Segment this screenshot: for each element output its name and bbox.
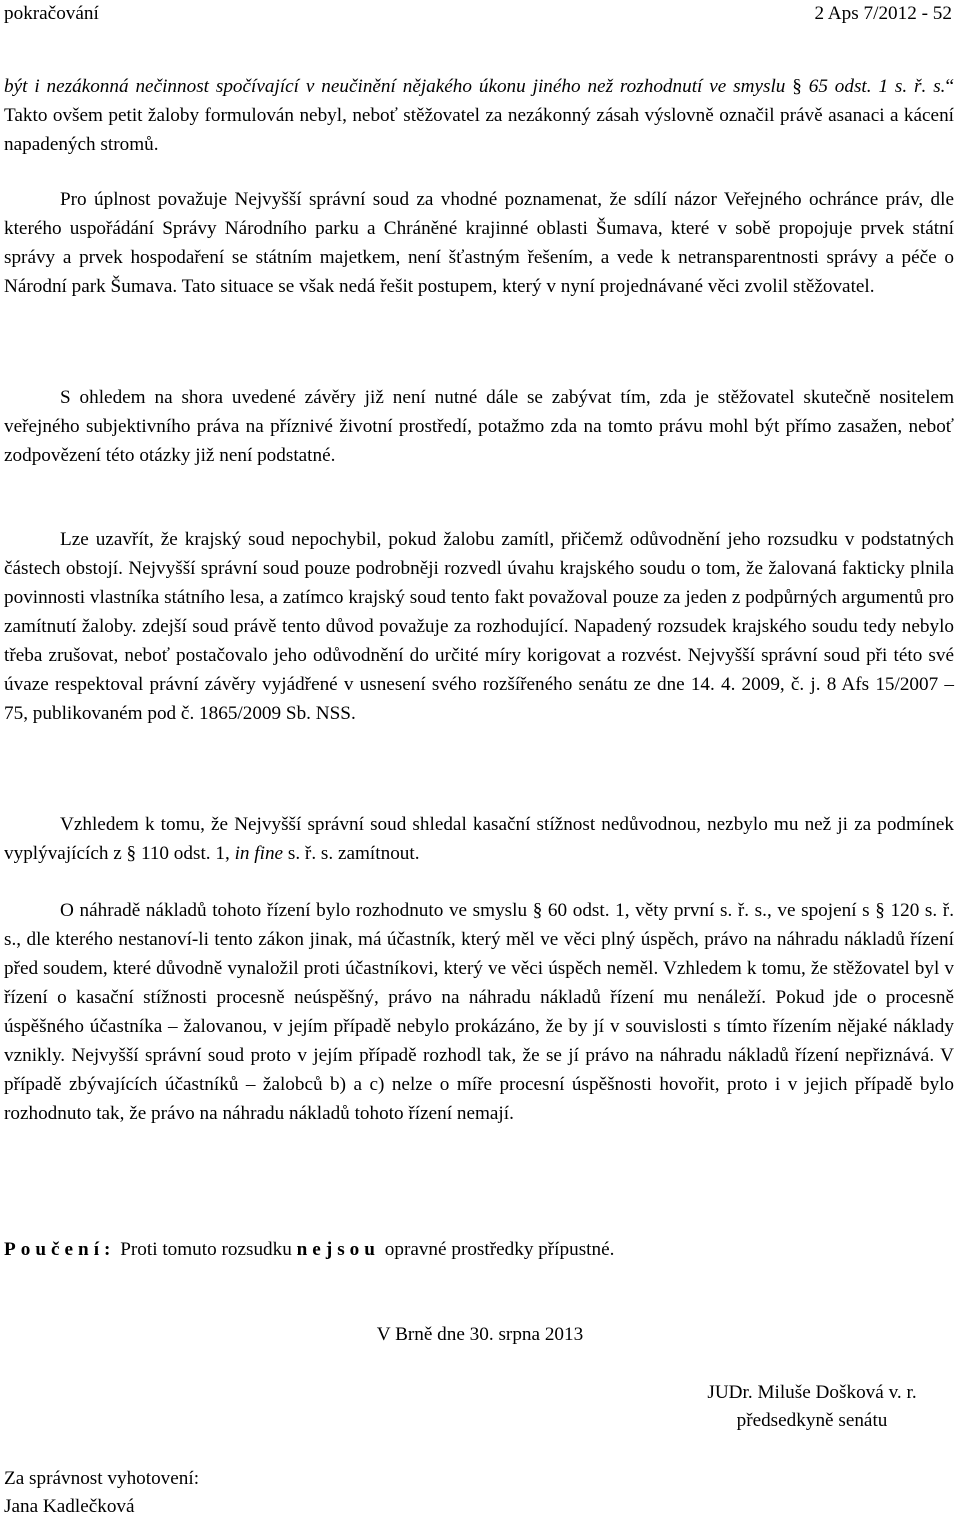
pouceni-nejsou: nejsou — [296, 1239, 380, 1260]
date-place: V Brně dne 30. srpna 2013 — [376, 1324, 584, 1345]
quoted-italic-text-2: 65 odst. 1 s. ř. s. — [801, 76, 946, 97]
certification-label: Za správnost vyhotovení: — [4, 1468, 200, 1489]
signature-name: JUDr. Miluše Došková v. r. — [707, 1382, 917, 1403]
paragraph-3: S ohledem na shora uvedené závěry již není nutné dále se zabývat tím, zda je stěžovatel skutečně nositelem veřejného subjektivního práva na příznivé životní prostředí, potažmo zda na tomto právu mohl být přímo zasažen, neboť zodpovězení této otázky již není podstatné. — [4, 387, 954, 466]
section-sign-1: § — [532, 900, 543, 921]
p6-a: O náhradě nákladů tohoto řízení bylo rozhodnuto ve smyslu — [60, 900, 533, 921]
pouceni-line — [4, 1235, 954, 1264]
p5-in-fine: in fine — [234, 843, 284, 864]
pouceni-label: Poučení: — [4, 1239, 116, 1260]
quoted-italic-text: být i nezákonná nečinnost spočívající v neučinění nějakého úkonu jiného než rozhodnutí ve smyslu — [4, 76, 793, 97]
section-sign: § — [792, 76, 802, 97]
section-sign: § — [126, 843, 137, 864]
header-case-number: 2 Aps 7/2012 - 52 — [814, 3, 952, 24]
header-continuation: pokračování — [4, 3, 99, 24]
section-sign-2: § — [875, 900, 885, 921]
p6-b: 60 odst. 1, věty první s. ř. s., ve spojení s — [542, 900, 876, 921]
page-header — [4, 0, 952, 30]
pouceni-text-2: opravné prostředky přípustné. — [379, 1239, 615, 1260]
p5-after: s. ř. s. zamítnout. — [283, 843, 420, 864]
paragraph-6 — [4, 896, 954, 1128]
certification-name: Jana Kadlečková — [4, 1496, 135, 1517]
signature-role: předsedkyně senátu — [736, 1410, 888, 1431]
paragraph-2: Pro úplnost považuje Nejvyšší správní soud za vhodné poznamenat, že sdílí názor Veřejného ochránce práv, dle kterého uspořádání Správy Národního parku a Chráněné krajinné oblasti Šumava, které v sobě propojuje prvek státní správy a prvek hospodaření se státním majetkem, není šťastným řešením, a vede k netransparentnosti správy a péče o Národní park Šumava. Tato situace se však nedá řešit postupem, který v nyní projednávané věci zvolil stěžovatel. — [4, 189, 954, 297]
paragraph-1 — [4, 72, 954, 159]
paragraph-4: Lze uzavřít, že krajský soud nepochybil, pokud žalobu zamítl, přičemž odůvodnění jeho rozsudku v podstatných částech obstojí. Nejvyšší správní soud pouze podrobněji rozvedl úvahu krajského soudu o tom, že žalovaná fakticky plnila povinnosti vlastníka státního lesa, a zatímco krajský soud tento fakt považoval pouze za jeden z podpůrných argumentů pro zamítnutí žaloby. zdejší soud právě tento důvod považuje za rozhodující. Napadený rozsudek krajského soudu tedy nebylo třeba zrušovat, neboť postačovalo jeho odůvodnění do určité míry korigovat a rozvést. Nejvyšší správní soud při této své úvaze respektoval právní závěry vyjádřené v usnesení svého rozšířeného senátu ze dne 14. 4. 2009, č. j. 8 Afs 15/2007 – 75, publikovaném pod č. 1865/2009 Sb. NSS. — [4, 529, 954, 724]
p5-mid: 110 odst. 1, — [136, 843, 235, 864]
p5-before: Vzhledem k tomu, že Nejvyšší správní soud shledal kasační stížnost nedůvodnou, nezbylo mu než ji za podmínek vyplývajících z — [4, 814, 954, 864]
paragraph-1-rest: “ Takto ovšem petit žaloby formulován nebyl, neboť stěžovatel za nezákonný zásah výslovně označil právě asanaci a kácení napadených stromů. — [4, 76, 954, 155]
p6-c: 120 s. ř. s., dle kterého nestanoví-li tento zákon jinak, má účastník, který měl ve věci plný úspěch, právo na náhradu nákladů řízení před soudem, které důvodně vynaložil proti účastníkovi, který ve věci úspěch neměl. Vzhledem k tomu, že stěžovatel byl v řízení o kasační stížnosti procesně neúspěšný, právo na náhradu nákladů řízení mu nenáleží. Pokud jde o procesně úspěšného účastníka – žalovanou, v jejím případě nebylo prokázáno, že by jí v souvislosti s tímto řízením nějaké náklady vznikly. Nejvyšší správní soud proto v jejím případě rozhodl tak, že se jí právo na náhradu nákladů řízení nepřiznává. V případě zbývajících účastníků – žalobců b) a c) nelze o míře procesní úspěšnosti hovořit, proto i v jejich případě bylo rozhodnuto tak, že právo na náhradu nákladů tohoto řízení nemají. — [4, 900, 954, 1124]
paragraph-5 — [4, 810, 954, 868]
pouceni-text-1: Proti tomuto rozsudku — [115, 1239, 297, 1260]
